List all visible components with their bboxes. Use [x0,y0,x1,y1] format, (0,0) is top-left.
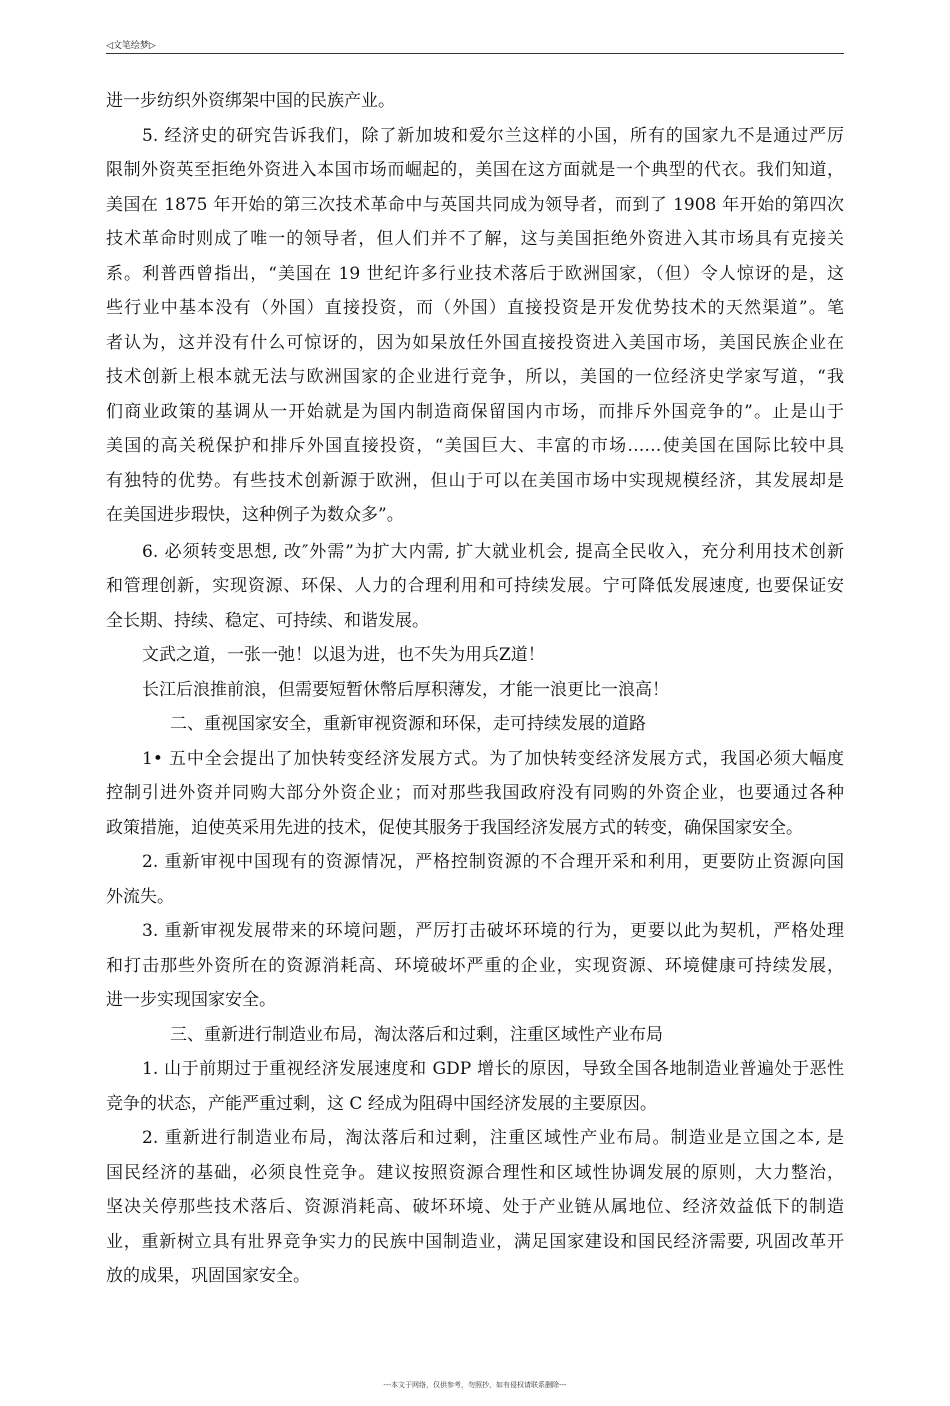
text-line: 6. 必须转变思想, 改″外需”为扩大内需, 扩大就业机会, 提高全民收入，充分利用技术创新 [142,541,844,562]
header-divider [106,53,844,54]
text-line: 3. 重新审视发展带来的环境问题，严厉打击破坏环境的行为，更要以此为契机，严格处理 [142,921,844,941]
text-line: 限制外资英至拒绝外资进入本国市场而崛起的，美国在这方面就是一个典型的代衣。我们知道， [106,160,844,180]
text-line: 美国的高关税保护和排斥外国直接投资，“美国巨大、丰富的市场……使美国在国际比较中具 [106,436,844,456]
text-line: 进一步纺织外资绑架中国的民族产业。 [106,91,395,111]
text-line: 国民经济的基础，必须良性竞争。建议按照资源合理性和区域性协调发展的原则，大力整治， [106,1162,844,1183]
text-line: 2. 重新审视中国现有的资源情况，严格控制资源的不合理开采和利用，更要防止资源向国 [142,852,844,872]
page-header-text: ◁文笔绘梦▷ [106,41,156,51]
text-line: 全长期、持续、稳定、可持续、和谐发展。 [106,610,429,631]
text-line: 美国在 1875 年开始的第三次技术革命中与英国共同成为领导者，而到了 1908 年开始的第四次 [106,194,844,215]
text-line: 业，重新树立具有壯界竞争实力的民族中国制造业，满足国家建设和国民经济需要, 巩固改革开 [106,1231,844,1252]
text-line: 些行业中基本没有（外国）直接投资，而（外国）直接投资是开发优势技术的天然渠道”。笔 [106,298,844,318]
text-line: 长江后浪推前浪，但需要短暂休幣后厚积薄发，才能一浪更比一浪高！ [142,679,669,700]
text-line: 技术创新上根本就无法与欧洲国家的企业进行竞争，所以，美国的一位经济史学家写道，“我 [106,367,844,387]
text-line: 政策措施，迫使英采用先进的技术，促使其服务于我国经济发展方式的转变，确保国家安全。 [106,817,803,838]
section-heading: 二、重视国家安全，重新审视资源和环保，走可持续发展的道路 [170,714,646,734]
text-line: 们商业政策的基调从一开始就是为国内制造商保留国内市场，而排斥外国竞争的”。止是山于 [106,401,844,422]
text-line: 系。利普西曾指出，“美国在 19 世纪许多行业技术落后于欧洲国家，（但）令人惊讶的是，这 [106,263,844,284]
text-line: 控制引进外资并同购大部分外资企业；而对那些我国政府没有同购的外资企业，也要通过各种 [106,783,844,803]
text-line: 在美国进步瑕快，这种例子为数众多”。 [106,505,404,525]
text-line: 和管理创新，实现资源、环保、人力的合理利用和可持续发展。宁可降低发展速度, 也要保证安 [106,576,844,596]
text-line: 放的成果，巩固国家安全。 [106,1266,310,1286]
text-line: 1• 五中全会提出了加快转变经济发展方式。为了加快转变经济发展方式，我国必须大幅度 [142,748,844,769]
page-footer-text: ---本文于网络，仅供参考，勿照抄，如有侵权请联系删除--- [383,1381,567,1389]
section-heading: 三、重新进行制造业布局，淘汰落后和过剩，注重区域性产业布局 [170,1024,663,1045]
text-line: 竞争的状态，产能严重过剩，这 C 经成为阻碍中国经济发展的主要原因。 [106,1093,657,1114]
text-line: 进一步实现国家安全。 [106,990,276,1010]
document-body [106,84,844,1294]
text-line: 2. 重新进行制造业布局，淘汰落后和过剩，注重区域性产业布局。制造业是立国之本, 是 [142,1128,844,1148]
text-line: 技术革命时则成了唯一的领导者，但人们并不了解，这与美国拒绝外资进入其市场具有克接关 [106,229,844,249]
text-line: 和打击那些外资所在的资源消耗高、环境破坏严重的企业，实现资源、环境健康可持续发展， [106,955,844,976]
text-line: 坚决关停那些技术落后、资源消耗高、破坏环境、处于产业链从属地位、经济效益低下的制造 [106,1197,844,1217]
text-line: 5. 经济史的研究告诉我们，除了新加坡和爱尔兰这样的小国，所有的国家九不是通过严厉 [142,125,844,146]
text-line: 外流失。 [106,886,174,907]
text-line: 有独特的优势。有些技术创新源于欧洲，但山于可以在美国市场中实现规模经济，其发展却是 [106,470,844,491]
text-line: 1. 山于前期过于重视经济发展速度和 GDP 增长的原因，导致全国各地制造业普遍处于恶性 [142,1059,844,1079]
text-line: 者认为，这并没有什么可惊讶的，因为如杲放任外国直接投资进入美国市场，美国民族企业在 [106,332,844,353]
text-line: 文武之道，一张一弛！以退为进，也不失为用兵Z道！ [142,645,545,665]
